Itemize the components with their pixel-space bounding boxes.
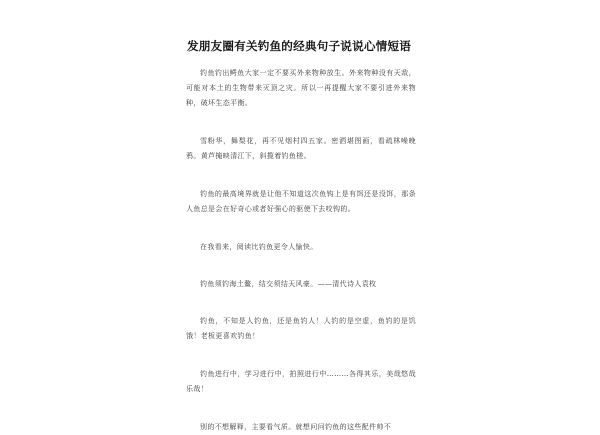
paragraph: 钓鱼，不知是人钓鱼，还是鱼钓人！人钓的是空虚，鱼钓的是饥饿！老板更喜欢钓鱼！ [186,317,416,340]
paragraph: 雪粉华，舞梨花，再不见烟村四五家。密洒堪图画，看疏林噪晚鸦。黄芦掩映清江下，斜揽着钓鱼槎。 [186,137,416,160]
paragraph: 钓鱼钓出鳄鱼大家一定不要买外来物种放生。外来物种没有天敌，可能对本土的生物带来灭顶之灾。所以一再提醒大家不要引进外来物种，破坏生态平衡。 [186,69,416,107]
document-page [186,38,416,431]
paragraph: 钓鱼进行中，学习进行中，拍照进行中………各得其乐，美哉悠哉乐哉！ [186,370,416,393]
paragraph: 钓鱼的最高境界就是让他不知道这次鱼钩上是有饵还是没饵，那条人鱼总是会在好奇心或者好强心的驱使下去咬钩的。 [186,190,416,213]
paragraph: 钓鱼须钓海土鳌，结交须结天风豪。——清代诗人袁枚 [200,280,377,288]
document-title: 发朋友圈有关钓鱼的经典句子说说心情短语 [186,39,412,53]
paragraph: 别的不想解释，主要看气质。就想问问钓鱼的这些配件帅不 [200,423,392,431]
paragraph: 在我看来，阅读比钓鱼更令人愉快。 [200,243,318,251]
